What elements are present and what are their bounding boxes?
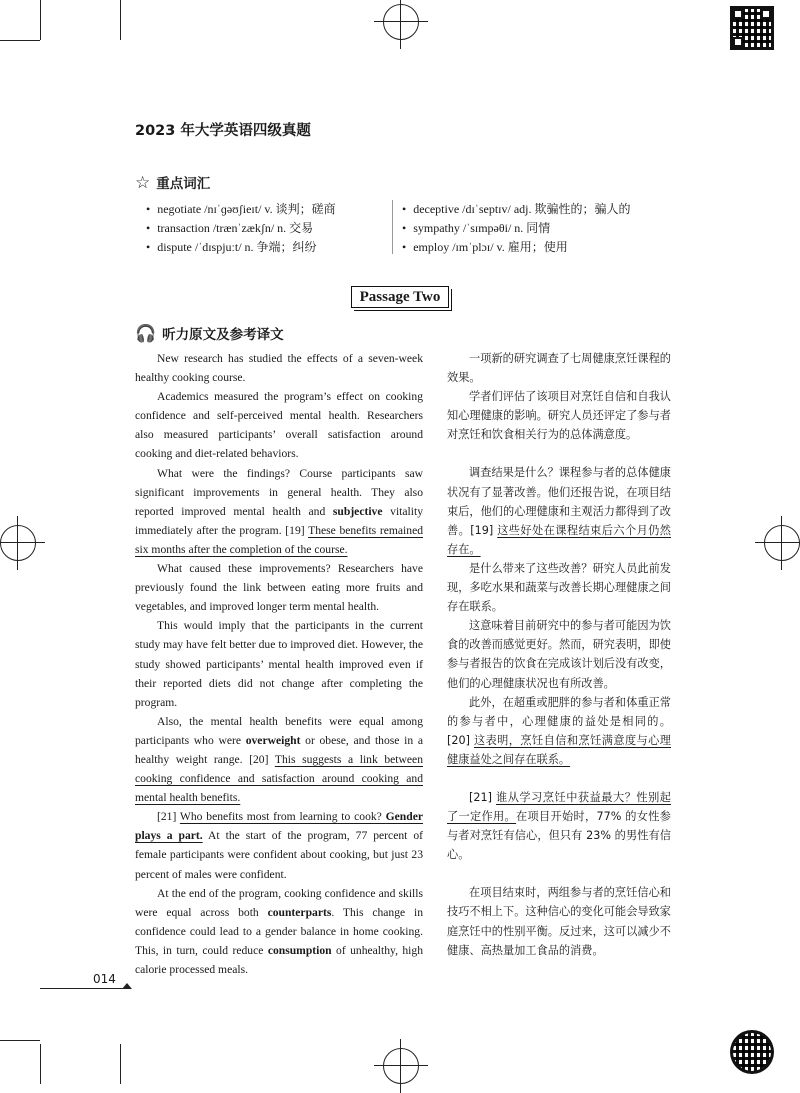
vocab-heading: ☆ 重点词汇 [135,173,211,193]
answer-underline: This suggests a link between cooking confidence and satisfaction around cooking and mental health benefits. [135,752,423,805]
vocab-item: • negotiate /nɪˈɡəʊʃieɪt/ v. 谈判；磋商 [146,200,336,219]
paragraph: This would imply that the participants in the current study may have felt better due to improved diet. However, the study showed participants’ mental health improved even if their reported diets did not change after completing the program. [135,619,423,709]
registration-mark [0,525,36,561]
paragraph: 此外，在超重或肥胖的参与者和体重正常的参与者中，心理健康的益处是相同的。[20] 这表明，烹饪自信和烹饪满意度与心理健康益处之间存在联系。 [447,695,671,766]
qr-code-icon[interactable] [730,6,774,50]
registration-mark [383,4,419,40]
footer-rule [40,988,130,989]
answer-underline: Who benefits most from learning to cook? [179,810,386,824]
crop-mark [120,1044,121,1084]
crop-mark [0,40,40,41]
paragraph: New research has studied the effects of a seven-week healthy cooking course. [135,352,423,385]
star-outline-icon: ☆ [135,173,151,193]
vocab-item: • deceptive /dɪˈseptɪv/ adj. 欺骗性的；骗人的 [402,200,631,219]
answer-underline: 这些好处在课程结束后六个月仍然存在。 [447,523,671,556]
vocab-item: • dispute /ˈdɪspjuːt/ n. 争端；纠纷 [146,238,336,257]
paragraph: What caused these improvements? Researchers have previously found the link between eating more fruits and vegetables, and improved longer term mental health. [135,562,423,614]
paragraph: At the end of the program, cooking confidence and skills were equal across both counterparts. This change in confidence could lead to a gender balance in home cooking. This, in turn, could reduce consumption of unhealthy, high calorie processed meals. [135,886,424,976]
vocab-item: • transaction /trænˈzækʃn/ n. 交易 [146,219,336,238]
triangle-marker-icon [122,983,132,989]
vocab-item: • employ /ɪmˈplɔɪ/ v. 雇用；使用 [402,238,631,257]
paragraph: 学者们评估了该项目对烹饪自信和自我认知心理健康的影响。研究人员还评定了参与者对烹饪和饮食相关行为的总体满意度。 [447,390,671,442]
crop-mark [40,0,41,40]
vocab-list-left [146,200,336,257]
answer-underline: These benefits remained six months after the completion of the course. [135,523,424,556]
vocab-divider [392,200,393,254]
paragraph: 调查结果是什么？课程参与者的总体健康状况有了显著改善。他们还报告说，在项目结束后，他们的心理健康和主观活力都得到了改善。[19] 这些好处在课程结束后六个月仍然存在。 [447,466,671,556]
answer-underline: 这表明，烹饪自信和烹饪满意度与心理健康益处之间存在联系。 [447,733,671,766]
page-title: 2023 年大学英语四级真题 [135,123,311,139]
answer-underline: 谁从学习烹饪中获益最大？性别起了一定作用。 [447,790,671,824]
paragraph: 这意味着目前研究中的参与者可能因为饮食的改善而感觉更好。然而，研究表明，即使参与者报告的饮食在完成该计划后没有改变，他们的心理健康状况也有所改善。 [447,619,671,690]
answer-underline: Gender plays a part. [135,810,423,843]
paragraph: 在项目结束时，两组参与者的烹饪信心和技巧不相上下。这种信心的变化可能会导致家庭烹饪中的性别平衡。反过来，这可以减少不健康、高热量加工食品的消费。 [447,886,671,957]
paragraph: [21] 谁从学习烹饪中获益最大？性别起了一定作用。在项目开始时，77% 的女性参与者对烹饪有信心，但只有 23% 的男性有信心。 [447,790,671,862]
qr-code-icon[interactable] [730,1030,774,1074]
paragraph: Also, the mental health benefits were equal among participants who were overweight or obese, and those in a healthy weight range. [20] This suggests a link between cooking confidence and satisfaction around cooking and mental health benefits. [135,714,423,805]
registration-mark [764,525,800,561]
paragraph: [21] Who benefits most from learning to cook? Gender plays a part. At the start of the program, 77 percent of female participants were confident about cooking, but just 23 percent of males were confident. [135,810,423,881]
passage-title: Passage Two [351,286,449,308]
chinese-translation [447,349,671,960]
registration-mark [383,1048,419,1084]
vocab-item: • sympathy /ˈsɪmpəθi/ n. 同情 [402,219,631,238]
transcript-heading: 🎧 听力原文及参考译文 [135,324,284,344]
vocab-list-right [402,200,631,257]
paragraph: 是什么带来了这些改善？研究人员此前发现，多吃水果和蔬菜与改善长期心理健康之间存在联系。 [447,561,671,614]
page-number: 014 [93,972,116,986]
paragraph: 一项新的研究调查了七周健康烹饪课程的效果。 [447,352,671,385]
paragraph: Academics measured the program’s effect on cooking confidence and self-perceived mental health. Researchers also measured participants’ overall satisfaction around cooking and diet-related behaviors. [135,390,423,461]
headphones-icon: 🎧 [135,324,157,344]
crop-mark [0,1040,40,1041]
crop-mark [40,1044,41,1084]
paragraph: What were the findings? Course participants saw significant improvements in general health. They also reported improved mental health and subjective vitality immediately after the program. [19] These benefits remained six months after the completion of the course. [135,466,424,556]
english-transcript [135,349,423,979]
crop-mark [120,0,121,40]
